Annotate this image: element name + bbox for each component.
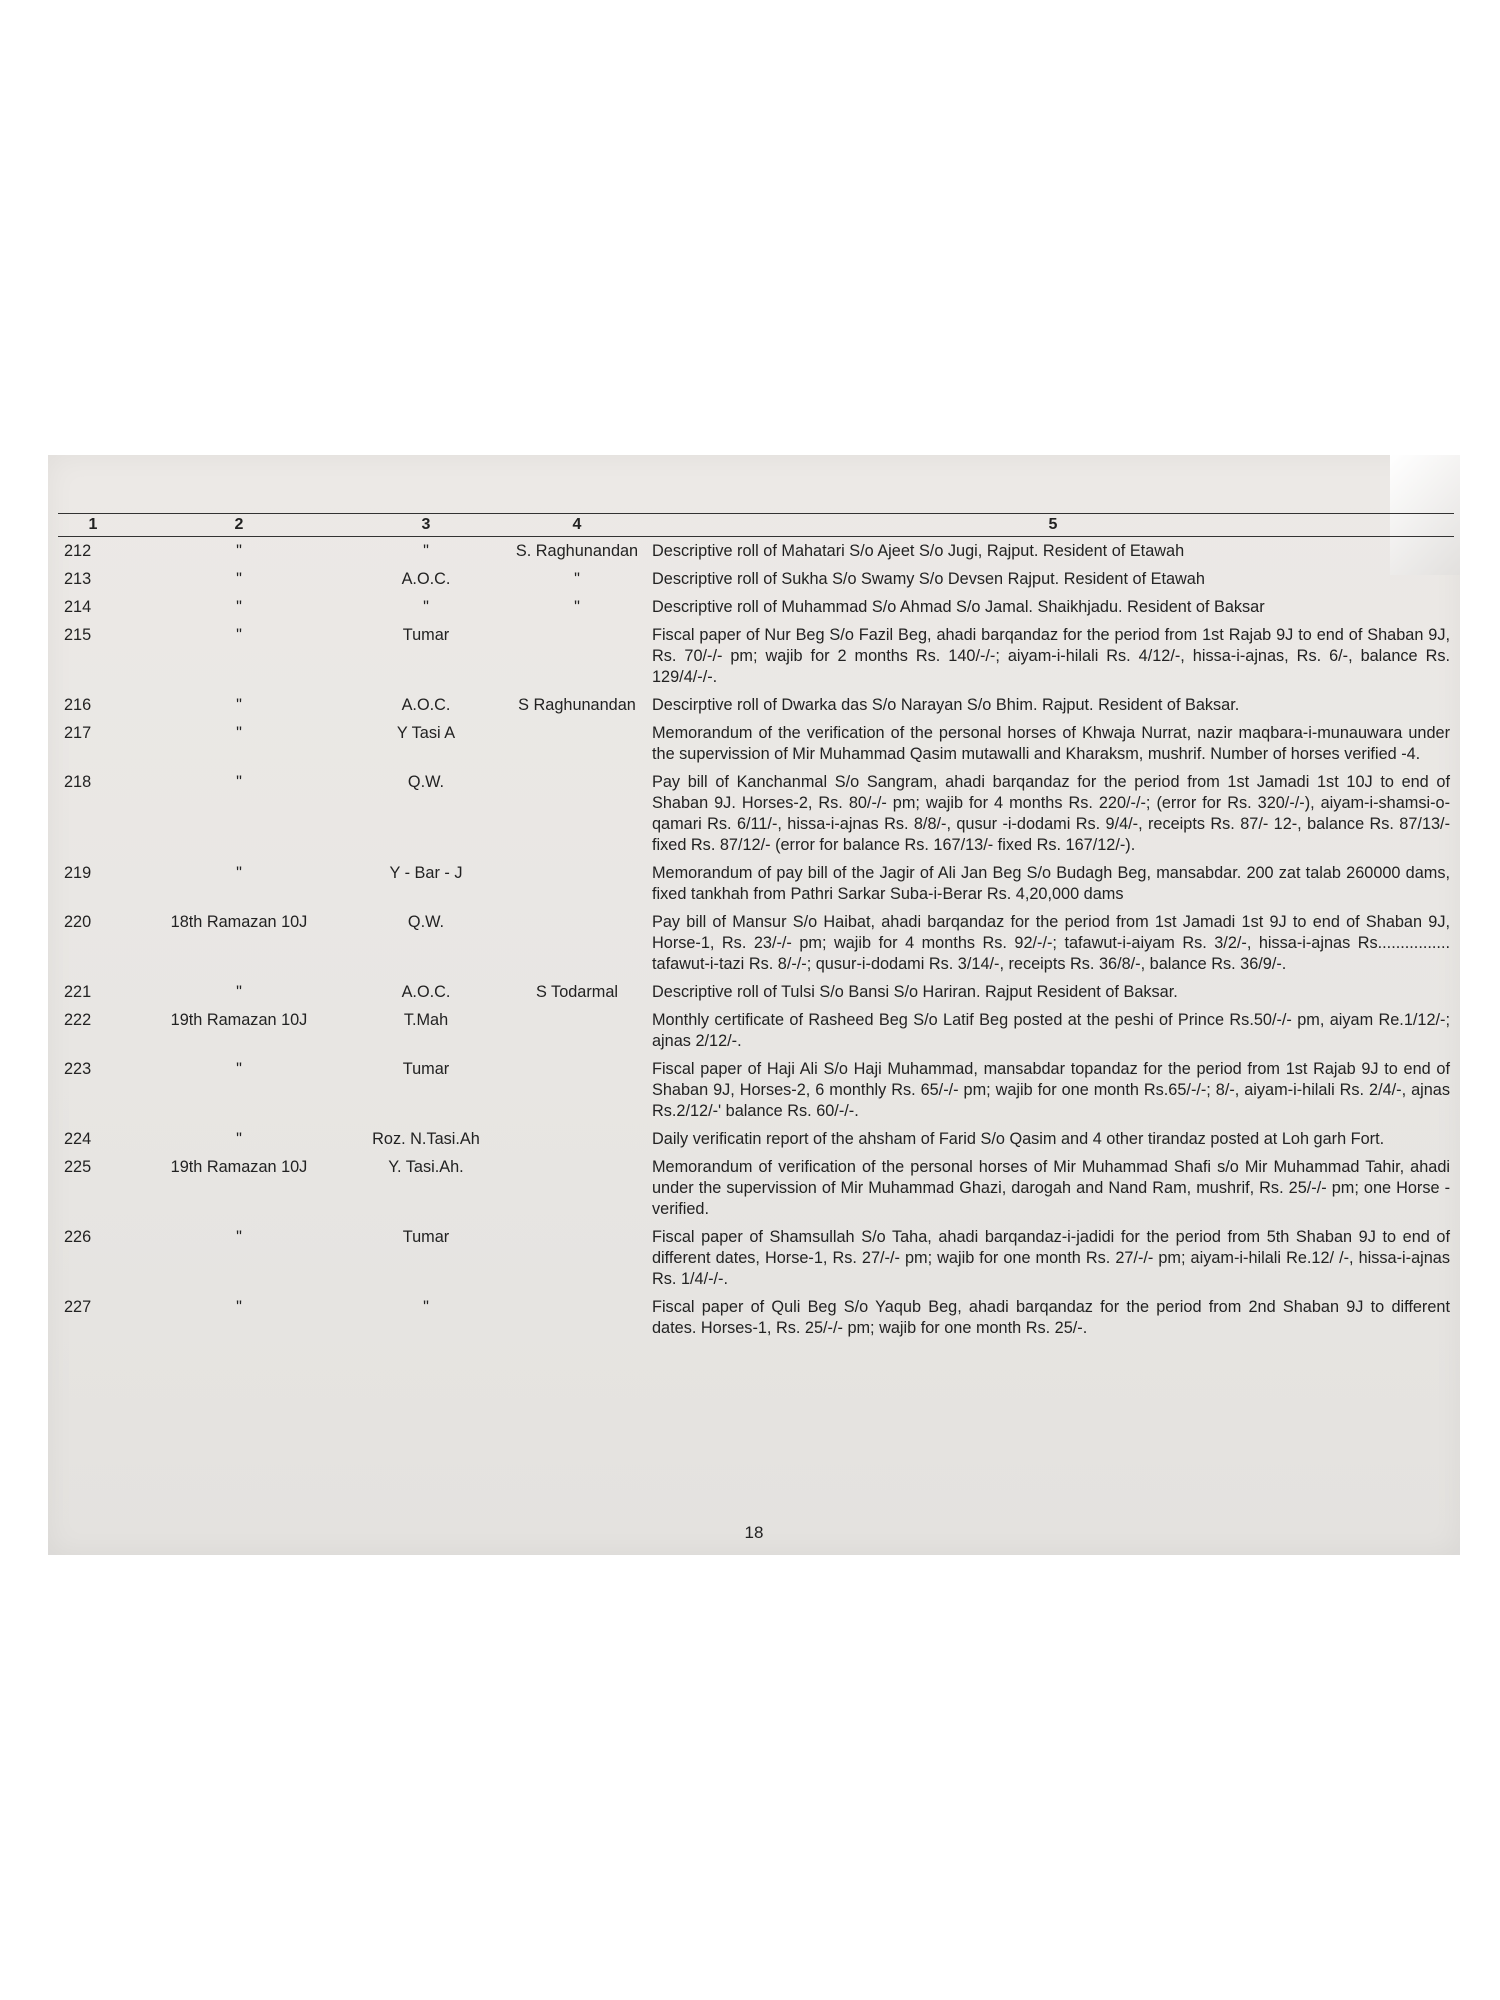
document-type: Y Tasi A — [396, 724, 456, 742]
entry-date: " — [236, 724, 242, 742]
officer-name — [502, 1293, 652, 1342]
entry-number: 220 — [64, 913, 92, 931]
page-number: 18 — [744, 1523, 764, 1542]
officer-name: " — [574, 598, 580, 616]
entry-date: " — [236, 1060, 242, 1078]
officer-name — [502, 1006, 652, 1055]
document-type: T.Mah — [403, 1011, 449, 1029]
entry-number: 216 — [64, 696, 92, 714]
entry-description: Fiscal paper of Haji Ali S/o Haji Muhammad, mansabdar topandaz for the period from 1st Rajab 9J to end of Shaban 9J, Horses-2, 6 monthly Rs. 65/-/- pm; wajib for one month Rs.65/-/-; 8/-, aiyam-i-hilali Rs. 2/4/-, ajnas Rs.2/12/-' balance Rs. 60/-/-. — [652, 1060, 1450, 1120]
table-row — [58, 1006, 1454, 1055]
entry-description: Memorandum of pay bill of the Jagir of Ali Jan Beg S/o Budagh Beg, mansabdar. 200 zat talab 260000 dams, fixed tankhah from Pathri Sarkar Suba-i-Berar Rs. 4,20,000 dams — [652, 864, 1450, 903]
officer-name — [502, 908, 652, 978]
document-type: " — [423, 542, 429, 560]
register-table — [58, 513, 1454, 1342]
column-header-4: 4 — [572, 516, 582, 533]
officer-name: " — [574, 570, 580, 588]
entry-date: " — [236, 1228, 242, 1246]
document-type: Tumar — [402, 1060, 450, 1078]
entry-description: Daily verificatin report of the ahsham of Farid S/o Qasim and 4 other tirandaz posted at Loh garh Fort. — [652, 1130, 1385, 1148]
entry-date: 19th Ramazan 10J — [170, 1158, 308, 1176]
document-type: " — [423, 1298, 429, 1316]
entry-number: 222 — [64, 1011, 92, 1029]
document-type: A.O.C. — [401, 696, 451, 714]
document-type: Tumar — [402, 626, 450, 644]
entry-date: 18th Ramazan 10J — [170, 913, 308, 931]
entry-description: Fiscal paper of Shamsullah S/o Taha, ahadi barqandaz-i-jadidi for the period from 5th Shaban 9J to end of different dates, Horse-1, Rs. 27/-/- pm; wajib for one month Rs. 27/-/- pm; aiyam-i-hilali Re.12/ /-, hissa-i-ajnas Rs. 1/4/-/-. — [652, 1228, 1450, 1288]
entry-description: Memorandum of verification of the personal horses of Mir Muhammad Shafi s/o Mir Muhammad Tahir, ahadi under the supervission of Mir Muhammad Ghazi, darogah and Nand Ram, mushrif, Rs. 25/-/- pm; one Horse - verified. — [652, 1158, 1450, 1218]
table-row — [58, 621, 1454, 691]
document-type: Q.W. — [407, 913, 445, 931]
entry-date: " — [236, 1298, 242, 1316]
column-header-3: 3 — [421, 516, 431, 533]
entry-description: Descriptive roll of Sukha S/o Swamy S/o Devsen Rajput. Resident of Etawah — [652, 570, 1205, 588]
entry-date: " — [236, 864, 242, 882]
entry-description: Fiscal paper of Nur Beg S/o Fazil Beg, ahadi barqandaz for the period from 1st Rajab 9J to end of Shaban 9J, Rs. 70/-/- pm; wajib for 2 months Rs. 140/-/-; aiyam-i-hilali Rs. 4/12/-, hissa-i-ajnas, Rs. 6/-, balance Rs. 129/4/-/-. — [652, 626, 1450, 686]
officer-name — [502, 1125, 652, 1153]
table-row — [58, 1223, 1454, 1293]
entry-description: Descriptive roll of Mahatari S/o Ajeet S/o Jugi, Rajput. Resident of Etawah — [652, 542, 1185, 560]
document-type: " — [423, 598, 429, 616]
document-type: Q.W. — [407, 773, 445, 791]
entry-number: 212 — [64, 542, 92, 560]
entry-description: Descriptive roll of Muhammad S/o Ahmad S/o Jamal. Shaikhjadu. Resident of Baksar — [652, 598, 1265, 616]
entry-number: 227 — [64, 1298, 92, 1316]
officer-name — [502, 859, 652, 908]
entry-date: " — [236, 773, 242, 791]
entry-number: 218 — [64, 773, 92, 791]
entry-description: Memorandum of the verification of the personal horses of Khwaja Nurrat, nazir maqbara-i-munauwara under the supervission of Mir Muhammad Qasim mutawalli and Kharaksm, mushrif. Number of horses verified -4. — [652, 724, 1450, 763]
table-row — [58, 978, 1454, 1006]
scanned-page — [48, 455, 1460, 1555]
officer-name: S Todarmal — [535, 983, 619, 1001]
officer-name: S Raghunandan — [518, 696, 636, 714]
entry-date: 19th Ramazan 10J — [170, 1011, 308, 1029]
entry-number: 214 — [64, 598, 92, 616]
officer-name: S. Raghunandan — [515, 542, 639, 560]
entry-description: Pay bill of Kanchanmal S/o Sangram, ahadi barqandaz for the period from 1st Jamadi 1st 10J to end of Shaban 9J. Horses-2, Rs. 80/-/- pm; wajib for 4 months Rs. 220/-/-; (error for Rs. 320/-/-), aiyam-i-shamsi-o-qamari Rs. 6/11/-, hissa-i-ajnas Rs. 8/8/-, qusur -i-dodami Rs. 9/4/-, receipts Rs. 87/- 12-, balance Rs. 87/13/- fixed Rs. 87/12/- (error for balance Rs. 167/13/- fixed Rs. 167/12/-). — [652, 773, 1450, 854]
table-row — [58, 1055, 1454, 1125]
entry-description: Descirptive roll of Dwarka das S/o Narayan S/o Bhim. Rajput. Resident of Baksar. — [652, 696, 1240, 714]
table-row — [58, 1153, 1454, 1223]
officer-name — [502, 1223, 652, 1293]
entry-number: 217 — [64, 724, 92, 742]
entry-description: Descriptive roll of Tulsi S/o Bansi S/o Hariran. Rajput Resident of Baksar. — [652, 983, 1178, 1001]
entry-number: 221 — [64, 983, 92, 1001]
column-header-1: 1 — [88, 516, 98, 533]
table-row — [58, 565, 1454, 593]
column-header-2: 2 — [234, 516, 244, 533]
table-row — [58, 593, 1454, 621]
table-row — [58, 537, 1454, 566]
entry-date: " — [236, 1130, 242, 1148]
officer-name — [502, 719, 652, 768]
entry-date: " — [236, 696, 242, 714]
document-type: Y. Tasi.Ah. — [388, 1158, 464, 1176]
entry-number: 224 — [64, 1130, 92, 1148]
entry-date: " — [236, 626, 242, 644]
entry-description: Fiscal paper of Quli Beg S/o Yaqub Beg, ahadi barqandaz for the period from 2nd Shaban 9J to different dates. Horses-1, Rs. 25/-/- pm; wajib for one month Rs. 25/-. — [652, 1298, 1450, 1337]
table-row — [58, 1293, 1454, 1342]
entry-date: " — [236, 542, 242, 560]
table-row — [58, 719, 1454, 768]
entry-number: 219 — [64, 864, 92, 882]
officer-name — [502, 1153, 652, 1223]
table-row — [58, 691, 1454, 719]
entry-description: Pay bill of Mansur S/o Haibat, ahadi barqandaz for the period from 1st Jamadi 1st 9J to end of Shaban 9J, Horse-1, Rs. 23/-/- pm; wajib for 4 months Rs. 92/-/-; tafawut-i-aiyam Rs. 3/2/-, hissa-i-ajnas Rs................ tafawut-i-tazi Rs. 8/-/-; qusur-i-dodami Rs. 3/14/-, receipts Rs. 36/8/-, balance Rs. 36/9/-. — [652, 913, 1450, 973]
entry-date: " — [236, 983, 242, 1001]
entry-date: " — [236, 570, 242, 588]
document-type: Y - Bar - J — [389, 864, 463, 882]
entry-number: 215 — [64, 626, 92, 644]
table-row — [58, 859, 1454, 908]
document-type: Roz. N.Tasi.Ah — [372, 1130, 480, 1148]
column-header-5: 5 — [1048, 516, 1058, 533]
table-row — [58, 768, 1454, 859]
officer-name — [502, 621, 652, 691]
entry-number: 226 — [64, 1228, 92, 1246]
header-row — [58, 514, 1454, 537]
entry-number: 225 — [64, 1158, 92, 1176]
document-type: A.O.C. — [401, 570, 451, 588]
entry-description: Monthly certificate of Rasheed Beg S/o Latif Beg posted at the peshi of Prince Rs.50/-/- pm, aiyam Re.1/12/-; ajnas 2/12/-. — [652, 1011, 1450, 1050]
document-type: A.O.C. — [401, 983, 451, 1001]
officer-name — [502, 768, 652, 859]
table-row — [58, 1125, 1454, 1153]
officer-name — [502, 1055, 652, 1125]
entry-date: " — [236, 598, 242, 616]
entry-number: 223 — [64, 1060, 92, 1078]
entry-number: 213 — [64, 570, 92, 588]
table-row — [58, 908, 1454, 978]
document-type: Tumar — [402, 1228, 450, 1246]
